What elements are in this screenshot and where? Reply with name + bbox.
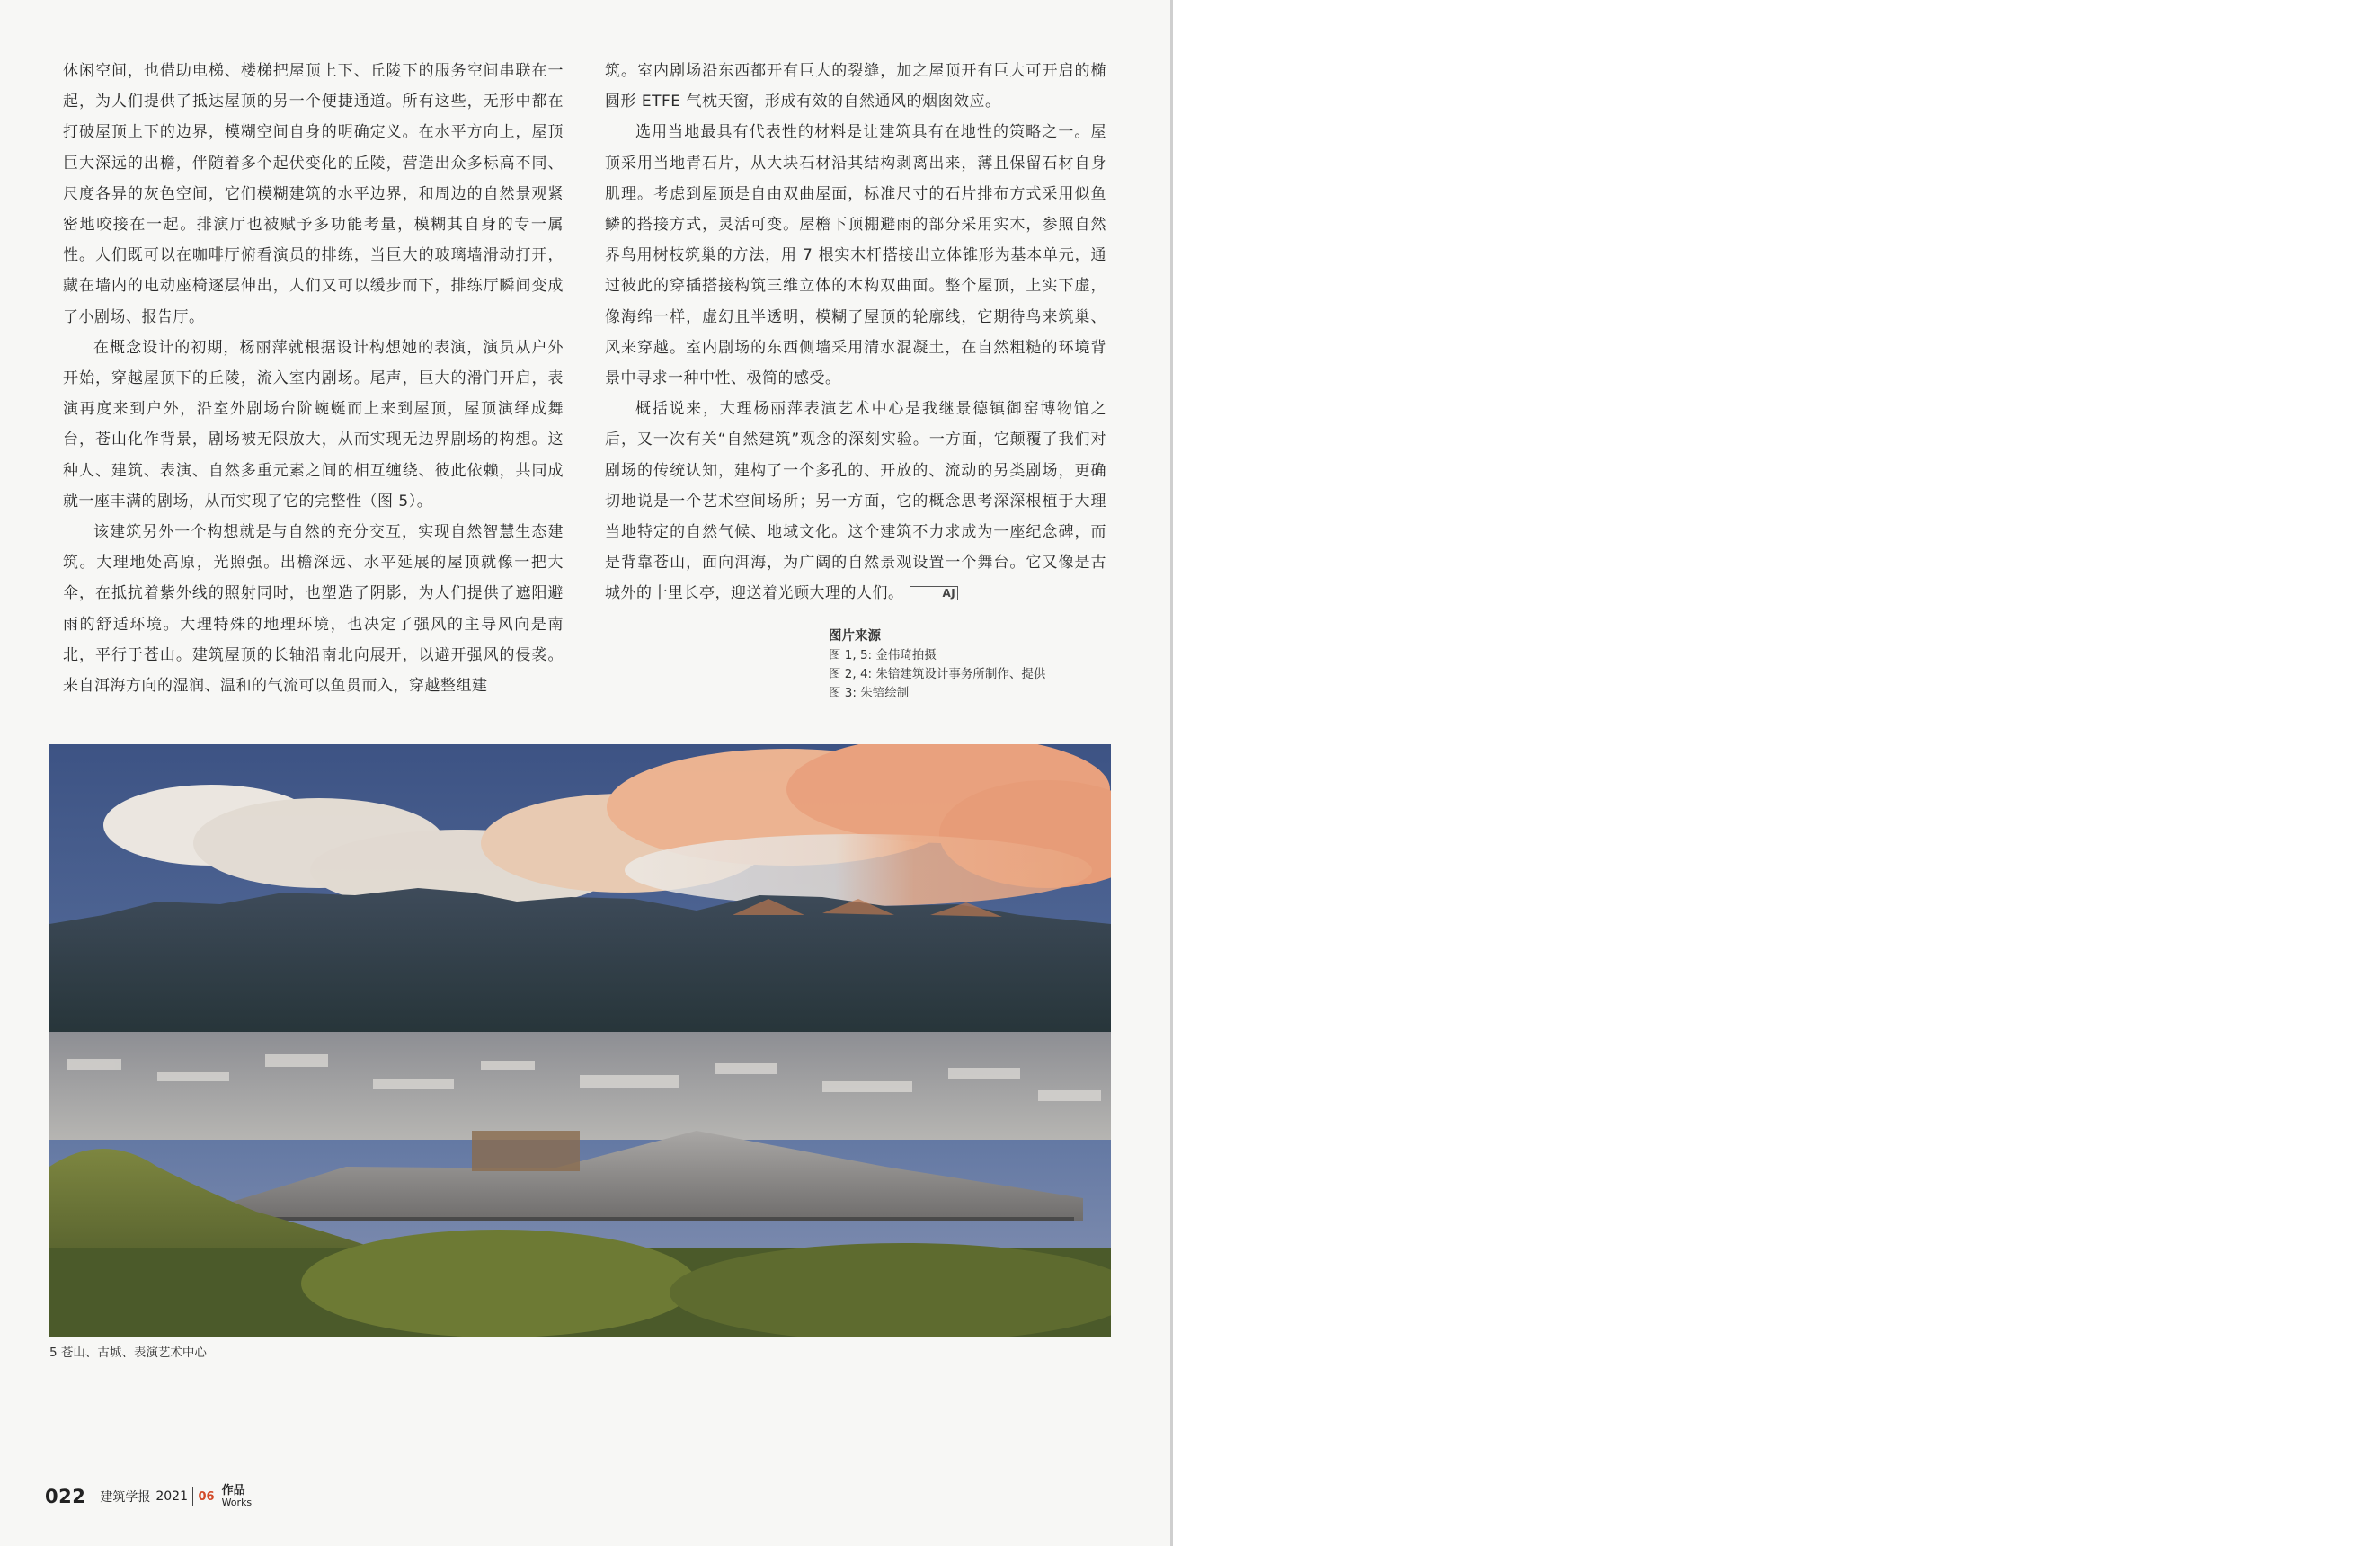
article-end-mark: AJ — [910, 586, 959, 600]
image-source-line: 图 2, 4: 朱锫建筑设计事务所制作、提供 — [829, 667, 1046, 681]
section-label-en: Works — [221, 1497, 253, 1508]
figure-5-caption: 5 苍山、古城、表演艺术中心 — [49, 1346, 207, 1360]
journal-name: 建筑学报 — [100, 1490, 151, 1505]
figure-5-photo — [49, 744, 1111, 1337]
closing-paragraph-text: 概括说来，大理杨丽萍表演艺术中心是我继景德镇御窑博物馆之后，又一次有关“自然建筑”观念的深刻实验。一方面，它颠覆了我们对剧场的传统认知，建构了一个多孔的、开放的、流动的另类剧场，更确切地说是一个艺术空间场所；另一方面，它的概念思考深深根植于大理当地特定的自然气候、地域文化。这个建筑不力求成为一座纪念碑，而是背靠苍山，面向洱海，为广阔的自然景观设置一个舞台。它又像是古城外的十里长亭，迎送着光顾大理的人们。 — [605, 400, 1106, 603]
journal-issue: 06 — [198, 1489, 215, 1504]
image-sources-title: 图片来源 — [829, 629, 881, 644]
text-column-left — [63, 56, 564, 701]
body-paragraph: 在概念设计的初期，杨丽萍就根据设计构想她的表演，演员从户外开始，穿越屋顶下的丘陵，流入室内剧场。尾声，巨大的滑门开启，表演再度来到户外，沿室外剧场台阶蜿蜒而上来到屋顶，屋顶演绎成舞台，苍山化作背景，剧场被无限放大，从而实现无边界剧场的构想。这种人、建筑、表演、自然多重元素之间的相互缠绕、彼此依赖，共同成就一座丰满的剧场，从而实现了它的完整性（图 5）。 — [63, 338, 564, 511]
section-label — [222, 1485, 253, 1508]
image-sources — [829, 627, 1045, 703]
landscape-photo-illustration — [49, 744, 1111, 1337]
image-source-line: 图 3: 朱锫绘制 — [829, 686, 910, 700]
page-number: 022 — [45, 1486, 86, 1507]
text-column-right — [605, 56, 1106, 609]
page-footer — [45, 1481, 252, 1512]
body-paragraph: 休闲空间，也借助电梯、楼梯把屋顶上下、丘陵下的服务空间串联在一起，为人们提供了抵达屋顶的另一个便捷通道。所有这些，无形中都在打破屋顶上下的边界，模糊空间自身的明确定义。在水平方向上，屋顶巨大深远的出檐，伴随着多个起伏变化的丘陵，营造出众多标高不同、尺度各异的灰色空间，它们模糊建筑的水平边界，和周边的自然景观紧密地咬接在一起。排演厅也被赋予多功能考量，模糊其自身的专一属性。人们既可以在咖啡厅俯看演员的排练，当巨大的玻璃墙滑动打开，藏在墙内的电动座椅逐层伸出，人们又可以缓步而下，排练厅瞬间变成了小剧场、报告厅。 — [63, 62, 564, 326]
body-paragraph: 筑。室内剧场沿东西都开有巨大的裂缝，加之屋顶开有巨大可开启的椭圆形 ETFE 气枕天窗，形成有效的自然通风的烟囱效应。 — [605, 62, 1106, 111]
body-paragraph: 该建筑另外一个构想就是与自然的充分交互，实现自然智慧生态建筑。大理地处高原，光照强。出檐深远、水平延展的屋顶就像一把大伞，在抵抗着紫外线的照射同时，也塑造了阴影，为人们提供了遮阳避雨的舒适环境。大理特殊的地理环境，也决定了强风的主导风向是南北，平行于苍山。建筑屋顶的长轴沿南北向展开，以避开强风的侵袭。来自洱海方向的湿润、温和的气流可以鱼贯而入，穿越整组建 — [63, 523, 564, 696]
journal-page — [0, 0, 1173, 1546]
journal-year: 2021 — [155, 1489, 188, 1504]
footer-divider — [192, 1487, 194, 1506]
body-paragraph — [605, 394, 1106, 609]
section-label-zh: 作品 — [221, 1484, 245, 1497]
image-source-line: 图 1, 5: 金伟琦拍摄 — [829, 648, 937, 662]
body-paragraph: 选用当地最具有代表性的材料是让建筑具有在地性的策略之一。屋顶采用当地青石片，从大块石材沿其结构剥离出来，薄且保留石材自身肌理。考虑到屋顶是自由双曲屋面，标准尺寸的石片排布方式采用似鱼鳞的搭接方式，灵活可变。屋檐下顶棚避雨的部分采用实木，参照自然界鸟用树枝筑巢的方法，用 7 根实木杆搭接出立体锥形为基本单元，通过彼此的穿插搭接构筑三维立体的木构双曲面。整个屋顶，上实下虚，像海绵一样，虚幻且半透明，模糊了屋顶的轮廓线，它期待鸟来筑巢、风来穿越。室内剧场的东西侧墙采用清水混凝土，在自然粗糙的环境背景中寻求一种中性、极简的感受。 — [605, 123, 1106, 388]
